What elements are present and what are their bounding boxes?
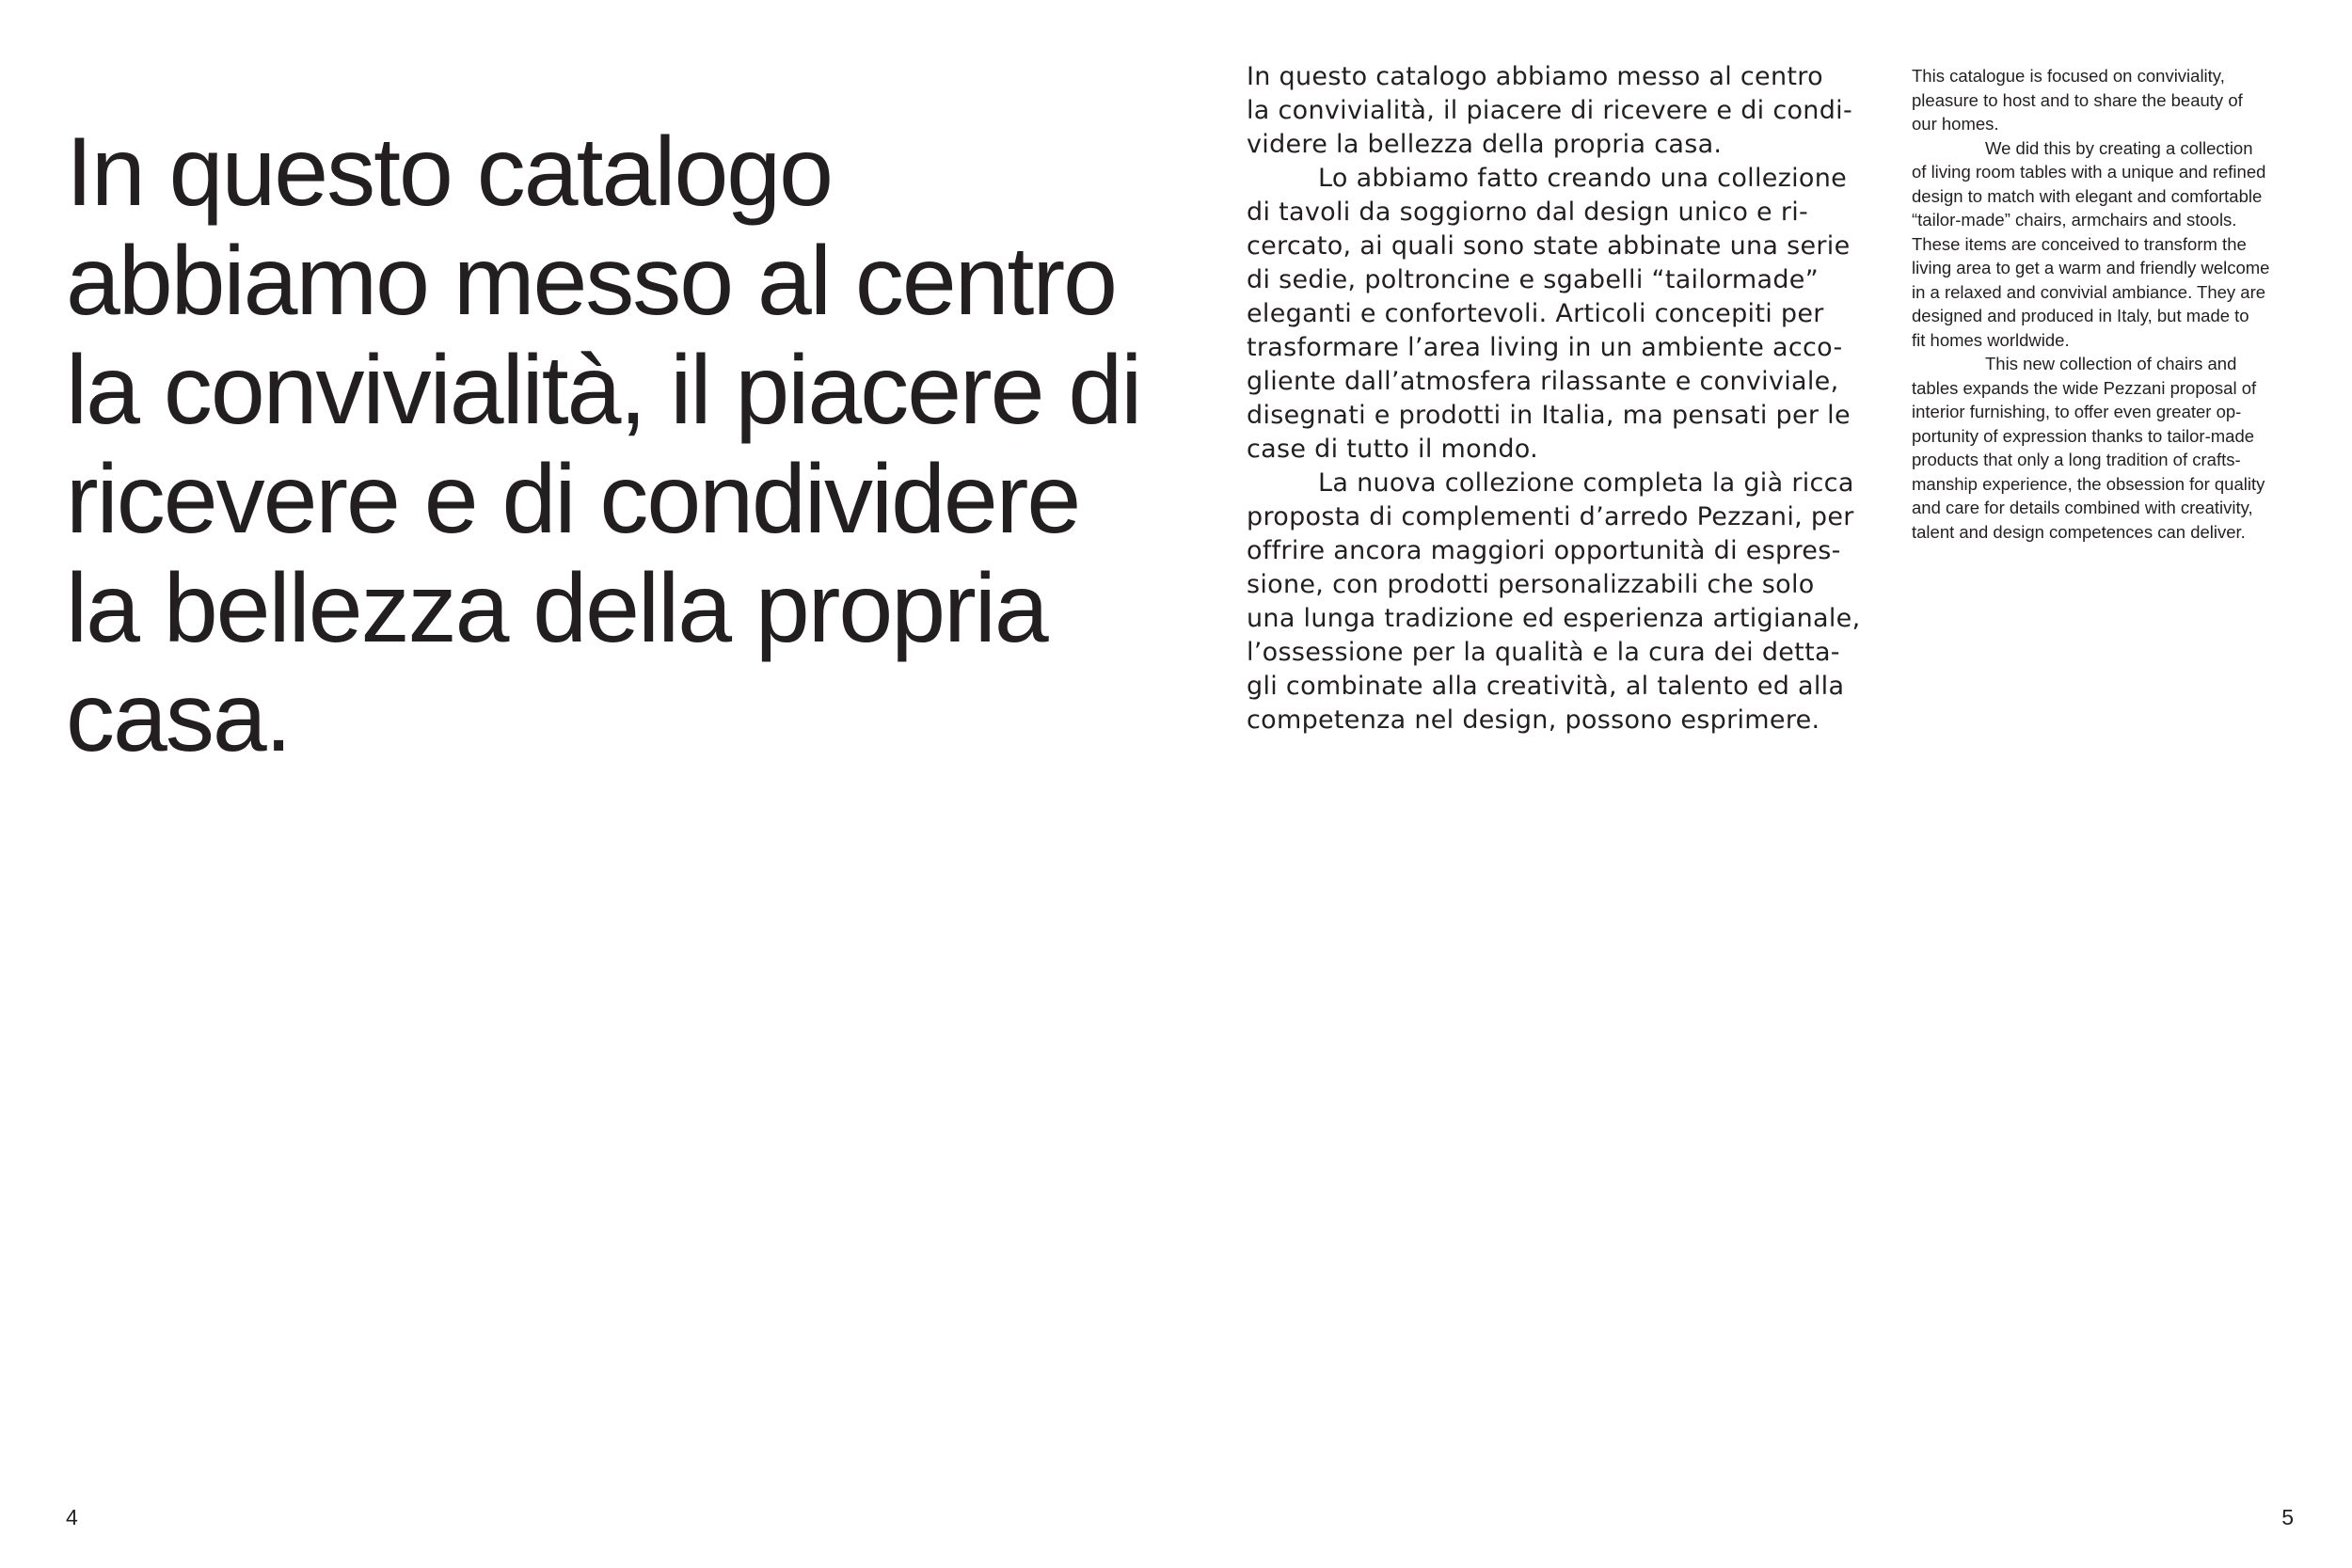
english-text-line: “tailor-made” chairs, armchairs and stools. [1912,210,2237,230]
italian-text-line: competenza nel design, possono esprimere. [1247,705,1820,735]
english-text-line: designed and produced in Italy, but made to [1912,306,2249,325]
english-text-line: our homes. [1912,114,1999,134]
italian-text-line: trasformare l’area living in un ambiente acco- [1247,333,1843,362]
english-text-line: These items are conceived to transform the [1912,233,2247,254]
english-text-line: of living room tables with a unique and refined [1912,162,2266,182]
english-text-line: manship experience, the obsession for quality [1912,473,2265,494]
italian-text-line: In questo catalogo abbiamo messo al centro [1247,62,1823,91]
page-number-right: 5 [2281,1505,2294,1529]
headline-line: la bellezza della propria [66,553,1047,663]
italian-text-line: disegnati e prodotti in Italia, ma pensati per le [1247,401,1851,430]
english-text-line: We did this by creating a collection [1985,137,2253,158]
headline-line: la convivialità, il piacere di [66,335,1141,445]
english-text-line: tables expands the wide Pezzani proposal of [1912,377,2257,398]
headline-line: casa. [66,662,291,772]
english-text-line: products that only a long tradition of crafts- [1912,450,2241,469]
italian-text-line: la convivialità, il piacere di ricevere e di condi- [1247,96,1852,125]
english-text-line: and care for details combined with creativity, [1912,498,2253,517]
italian-text-line: di tavoli da soggiorno dal design unico e ri- [1247,198,1809,227]
headline-line: ricevere e di condividere [66,444,1080,554]
italian-body-text [1247,60,1861,737]
italian-text-line: La nuova collezione completa la già ricca [1318,468,1854,498]
italian-text-line: l’ossessione per la qualità e la cura dei detta- [1247,638,1840,667]
italian-text-line: Lo abbiamo fatto creando una collezione [1318,164,1848,193]
italian-text-line: gli combinate alla creatività, al talento ed alla [1247,672,1845,701]
page-number-left: 4 [66,1505,78,1529]
italian-text-line: case di tutto il mondo. [1247,435,1539,464]
english-text-line: This new collection of chairs and [1985,354,2237,373]
headline [66,118,1195,772]
english-text-line: pleasure to host and to share the beauty of [1912,89,2243,110]
english-text-line: This catalogue is focused on conviviality, [1912,66,2225,86]
english-body-text [1912,64,2307,544]
italian-text-line: videre la bellezza della propria casa. [1247,130,1723,159]
italian-text-line: gliente dall’atmosfera rilassante e conviviale, [1247,367,1839,396]
italian-text-line: cercato, ai quali sono state abbinate una serie [1247,231,1851,261]
italian-text-line: una lunga tradizione ed esperienza artigianale, [1247,604,1861,633]
italian-text-line: di sedie, poltroncine e sgabelli “tailormade” [1247,265,1819,294]
headline-line: In questo catalogo [66,117,832,227]
italian-text-line: eleganti e confortevoli. Articoli concepiti per [1247,299,1824,328]
italian-text-line: sione, con prodotti personalizzabili che solo [1247,570,1815,599]
headline-line: abbiamo messo al centro [66,226,1116,336]
english-text-line: in a relaxed and convivial ambiance. They are [1912,281,2266,302]
italian-text-line: offrire ancora maggiori opportunità di espres- [1247,536,1841,565]
english-text-line: design to match with elegant and comfortable [1912,185,2263,206]
english-text-line: living area to get a warm and friendly welcome [1912,258,2270,277]
english-text-line: portunity of expression thanks to tailor-made [1912,425,2255,446]
english-text-line: interior furnishing, to offer even greater op- [1912,402,2242,421]
italian-text-line: proposta di complementi d’arredo Pezzani, per [1247,502,1854,531]
english-text-line: fit homes worldwide. [1912,329,2070,350]
english-text-line: talent and design competences can deliver. [1912,521,2246,542]
